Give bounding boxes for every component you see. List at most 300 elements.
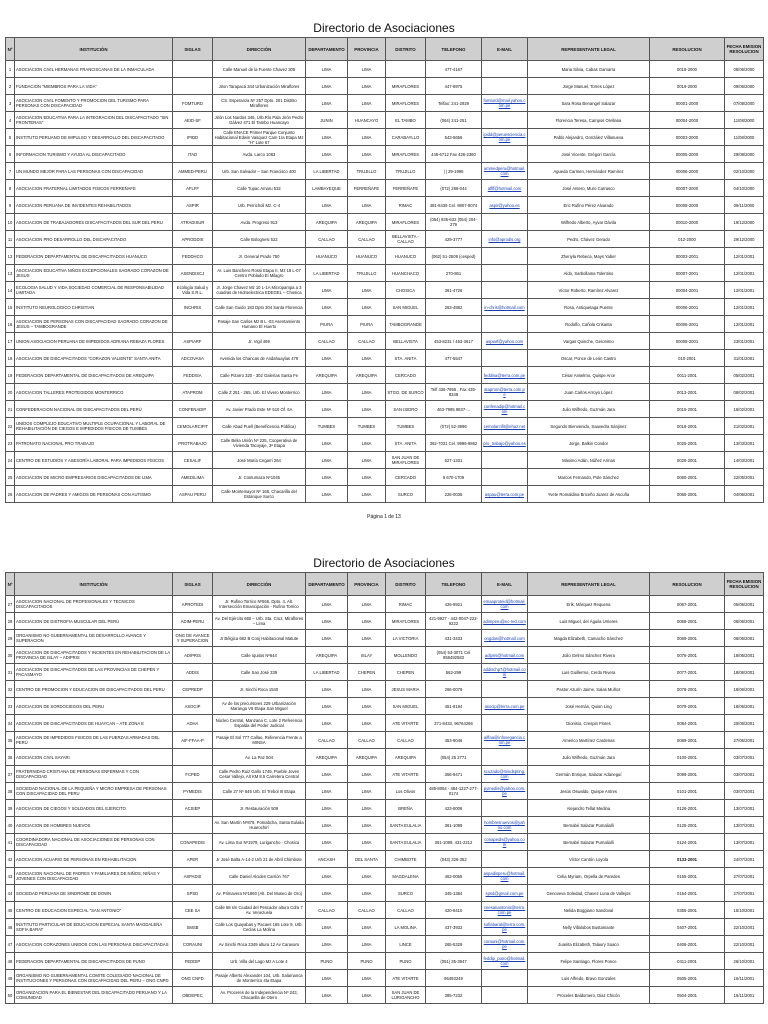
table-cell: 50 (6, 987, 15, 1004)
table-cell: 226-0035 (426, 486, 482, 503)
table-cell: 451-8194 (426, 698, 482, 715)
table-cell: TUMBES (306, 418, 348, 435)
table-cell: ASOCIACION DE CIEGOS Y SOLDADOS DEL EJERCITO (15, 800, 173, 817)
email-link[interactable]: adipris@hotmail.com (482, 647, 528, 664)
table-cell: José Vicente, Grégori García (528, 146, 650, 163)
table-cell: 0076-2001 (650, 647, 725, 664)
table-cell: 27/07/2001 (725, 885, 764, 902)
table-cell: (054) 25 2771 (426, 749, 482, 766)
table-cell: Av de los precursores 229 Urbanización Maranga V6 Etapa San Miguel (213, 698, 306, 715)
email-link[interactable]: ammedperu@hotmail.com (482, 163, 528, 180)
table-cell: Av. Lima Sur Nº1979, Lurigancho - Chosica (213, 834, 306, 851)
table-cell: 0060-2001 (650, 469, 725, 486)
table-cell: AREQUIPA (306, 214, 348, 231)
table-cell: Luis Miguel, del Águila Urrieres (528, 613, 650, 630)
table-cell: ASOCIACION DE TRABAJADORES DISCAPACITADOS DEL SUR DEL PERU (15, 214, 173, 231)
table-cell: 19 (6, 367, 15, 384)
table-cell: Calle Montemayor Nº 166, Chacarilla del Estanque Surco (213, 486, 306, 503)
email-link[interactable]: pymedis@yahoo.com.pe (482, 783, 528, 800)
table-cell: ASOCIACION ACUARIO DE PERSONAS EN REHABILITACION (15, 851, 173, 868)
table-cell: Yvete Romaldina Briceño Juarez de Ascuña (528, 486, 650, 503)
table-cell: SANTA EULALIA (386, 834, 426, 851)
table-cell: LIMA (348, 95, 386, 112)
table-cell: ASPIARF (173, 333, 213, 350)
table-row (6, 469, 764, 486)
table-cell: Julio Gelmo Sánchez Rivera (528, 647, 650, 664)
table-cell: 00006-2001 (650, 316, 725, 333)
table-cell: FEDDISA (173, 367, 213, 384)
column-header: RESOLUCION (650, 38, 725, 61)
table-row (6, 367, 764, 384)
table-cell: 30 (6, 647, 15, 664)
table-cell: CEPREDP (173, 681, 213, 698)
table-row (6, 851, 764, 868)
table-cell: 0126-2001 (650, 800, 725, 817)
table-cell: 562-299 (426, 664, 482, 681)
table-cell: (072) 286-044 (426, 180, 482, 197)
table-cell: 266-0079 (426, 681, 482, 698)
table-cell: 25 (6, 469, 15, 486)
table-cell: José María Cegarri 264 (213, 452, 306, 469)
table-cell: 13/07/2001 (725, 834, 764, 851)
email-link[interactable]: in-chris@hotmail.com (482, 299, 528, 316)
table-cell: | | 29-1995 (426, 163, 482, 180)
table-cell: ITAD (173, 146, 213, 163)
email-link[interactable]: sofiabarat@terra.com.pe (482, 919, 528, 936)
table-cell: 11/08/2000 (725, 129, 764, 146)
table-cell: APER (173, 851, 213, 868)
table-row (6, 970, 764, 987)
table-cell: 18/06/2001 (725, 647, 764, 664)
table-cell: ORGANISMO NO GUBERNAMENTAL DE DESARROLLO AVANCE Y SUPERACION (15, 630, 173, 647)
email-link[interactable]: aspadisperu@hotmail.com (482, 868, 528, 885)
email-link[interactable]: adimperu@ec-red.com (482, 613, 528, 630)
table-cell: LIMA (306, 401, 348, 418)
table-cell: Calle Z 251 - 265, Urb. El Vivero Monterrico (213, 384, 306, 401)
email-link[interactable]: cemolarcifit@ehaz.net (482, 418, 528, 435)
table-cell: 00001-2000 (650, 95, 725, 112)
table-cell: Calle Bolognesi 522 (213, 231, 306, 248)
email-link (482, 265, 528, 282)
table-cell: Pasaje El Sol 777 Callao, Referencia Frente a MINSA (213, 732, 306, 749)
table-cell: 39 (6, 800, 15, 817)
table-cell: 00008-2001 (650, 333, 725, 350)
table-cell: TUMBES (348, 418, 386, 435)
email-link[interactable]: emaaproteid@hotmail.com (482, 596, 528, 613)
table-cell: AREQUIPA (348, 214, 386, 231)
email-link (482, 78, 528, 95)
table-cell: 21 (6, 401, 15, 418)
table-cell: CORAUNI (173, 936, 213, 953)
email-link[interactable]: scuzado@mindspring.com (482, 766, 528, 783)
table-cell: CONAPEDIS (173, 834, 213, 851)
table-cell: Nelida Boggiano Sandoval (528, 902, 650, 919)
table-cell: AREQUIPA (348, 367, 386, 384)
email-link[interactable]: addischp7@hotmail.com (482, 664, 528, 681)
table-cell: 0078-2001 (650, 681, 725, 698)
table-cell: RIMAC (386, 197, 426, 214)
table-cell: MIRAFLORES (386, 146, 426, 163)
table-cell: CALLAO (348, 231, 386, 248)
table-row (6, 613, 764, 630)
table-cell: Jr. Restauración 509 (213, 800, 306, 817)
table-cell: 45 (6, 902, 15, 919)
table-row (6, 231, 764, 248)
table-cell: 453-8231 / 453-3617 (426, 333, 482, 350)
table-cell: 437-3932 (426, 919, 482, 936)
email-link (482, 800, 528, 817)
table-cell: 05/06/2001 (725, 596, 764, 613)
table-cell: Calle Pedro Ruiz Gallo 1749, Pueble Joven Cesar Vallejo, Alt KM 8.5 Carretera Central (213, 766, 306, 783)
table-row (6, 282, 764, 299)
table-cell: SMSB (173, 919, 213, 936)
table-cell: CALLAO (348, 732, 386, 749)
column-header: PROVINCIA (348, 38, 386, 61)
table-cell: STGO. DE SURCO (386, 384, 426, 401)
table-cell: Telfax: 241-2929 (426, 95, 482, 112)
table-cell: 477-5547 (426, 350, 482, 367)
table-cell: MOLLENDO (386, 647, 426, 664)
table-cell: Pedro, Chávez Gerado (528, 231, 650, 248)
table-cell: José Hernán, Quion Ling (528, 698, 650, 715)
table-cell: CENTRO DE ESTUDIOS Y ASESORÍA LABORAL PARA IMPEDIDOS FÍSICOS (15, 452, 173, 469)
table-cell: LIMA (306, 469, 348, 486)
table-cell: CALLAO (306, 732, 348, 749)
table-cell: Calle Abad Puell (Beneficencia Pública) (213, 418, 306, 435)
table-row (6, 936, 764, 953)
column-header: DEPARTAMENTO (306, 573, 348, 596)
table-cell: PATRONATO NACIONAL PRO TRABAJO (15, 435, 173, 452)
table-cell: STA. ANITA (386, 350, 426, 367)
email-link[interactable]: hombresnuevos@yahoo.com (482, 817, 528, 834)
table-row (6, 987, 764, 1004)
table-cell: 31/01/2001 (725, 350, 764, 367)
table-cell: MAGDALENA (386, 868, 426, 885)
table-cell: 00007-2000 (650, 180, 725, 197)
table-cell: Zhenyla Rebeca, Mays Yaber (528, 248, 650, 265)
table-row (6, 817, 764, 834)
table-cell: ASOCIACION EDUCATIVA NIÑOS EXCEPCIONALES SAGRADO CORAZON DE JESUS (15, 265, 173, 282)
column-header: PROVINCIA (348, 573, 386, 596)
email-link[interactable]: aflff@hotmail.com (482, 180, 528, 197)
table-cell: CEMOLARCIFIT (173, 418, 213, 435)
table-cell: 04/06/2001 (725, 486, 764, 503)
email-link[interactable]: ceesanantonio@terra.com.pe (482, 902, 528, 919)
table-cell: 26 (6, 486, 15, 503)
table-cell: Av. Primavera Nº1860 (Alt. Del Museo de Oro) (213, 885, 306, 902)
table-cell: 0125-2001 (650, 817, 725, 834)
table-cell: 543-5656 (426, 129, 482, 146)
table-cell: 0079-2001 (650, 698, 725, 715)
table-cell: ATAPROM (173, 384, 213, 401)
table-cell: 47 (6, 936, 15, 953)
table-cell: Jr. Sinchi Roca 1540 (213, 681, 306, 698)
table-cell: 0101-2001 (650, 783, 725, 800)
email-link[interactable]: aspau@terra.com.pe (482, 486, 528, 503)
table-cell: ONG CNFD (173, 970, 213, 987)
table-cell: ASPAU PERU (173, 486, 213, 503)
table-row (6, 265, 764, 282)
table-cell: LA VICTORIA (386, 630, 426, 647)
table-cell: 24 (6, 452, 15, 469)
table-row (6, 715, 764, 732)
table-cell: Los Olivos (386, 783, 426, 800)
table-cell: MIRAFLORES (386, 214, 426, 231)
table-cell: Jiron Tarapacá 344 Urbanización Miraflores (213, 78, 306, 95)
table-cell: FRATERNIDAD CRISTIANA DE PERSONAS ENFERMAS Y CON DISCAPACIDAD (15, 766, 173, 783)
table-cell: 0124-2001 (650, 834, 725, 851)
table-cell: 0068-2001 (650, 613, 725, 630)
table-cell: HUANCAYO (348, 112, 386, 129)
column-header: E-MAIL (482, 38, 528, 61)
table-cell: ASENDISCJ (173, 265, 213, 282)
table-cell: 0505-2001 (650, 970, 725, 987)
email-link (482, 248, 528, 265)
table-cell: ADCOVASA (173, 350, 213, 367)
table-cell: 27/06/2001 (725, 732, 764, 749)
email-link[interactable]: spsd@gmail.com.pe (482, 885, 528, 902)
table-cell: Calle ENACE Primer Parque Conjunto Habitacional Edwin Vasquez Cam 1ra Etapa Mz "H" Lote 67 (213, 129, 306, 146)
table-cell: 03/07/2001 (725, 766, 764, 783)
table-cell: Av. San Martín Nº876, Pomabcha, Santa Eulalia Huarochirí (213, 817, 306, 834)
table-cell: LIMA (348, 630, 386, 647)
table-cell: 426-9921 (426, 596, 482, 613)
table-cell: INSTITUTO NEUROLOGICO CHRISTIAN (15, 299, 173, 316)
table-row (6, 783, 764, 800)
email-link[interactable]: pro_trabajo@yahoo.es (482, 435, 528, 452)
table-cell: CENTRO DE PROMOCION Y EDUCACION DE DISCAPACITADOS DEL PERU (15, 681, 173, 698)
table-cell: FUNDACION "MIEMBROS PARA LA VIDA" (15, 78, 173, 95)
table-cell: 14/03/2001 (725, 452, 764, 469)
email-link[interactable]: fomturd@mail.yahoo.com.pe (482, 95, 528, 112)
table-cell: LIMA (348, 868, 386, 885)
email-link (482, 749, 528, 766)
email-link (482, 987, 528, 1004)
table-cell: 423-8008 (426, 800, 482, 817)
table-cell: LIMA (348, 452, 386, 469)
table-cell: TRUJILLO (348, 265, 386, 282)
table-cell: LIMA (306, 299, 348, 316)
table-cell: 03/07/2001 (725, 749, 764, 766)
table-cell: OBDEPEC (173, 987, 213, 1004)
table-cell: LIMA (348, 401, 386, 418)
table-cell: Julio Wilfredo, Guzmán Jara (528, 401, 650, 418)
table-row (6, 630, 764, 647)
table-cell: EL TAMBO (386, 112, 426, 129)
table-cell: 7 (6, 163, 15, 180)
table-cell: LIMA (306, 970, 348, 987)
table-cell: 463-0055 (426, 868, 482, 885)
table-cell: 44 (6, 885, 15, 902)
table-cell: ASPIR (173, 197, 213, 214)
table-cell: ASOCIACION DE DISCAPACITADOS "CORAZON VALIENTE" SANTA ANITA (15, 350, 173, 367)
table-cell: UNIDOS COMPLEJO EDUCATIVO MULTIPLE OCUPACIONAL Y LABORAL DE REHABILITACIÓN DE CIEGOS E IMPEDIDOS FÍSICOS DE TUMBES (15, 418, 173, 435)
table-cell: LIMA (306, 129, 348, 146)
table-cell: LIMA (306, 630, 348, 647)
table-cell: ASOCIACION CIVIL SAYARI (15, 749, 173, 766)
table-cell: LIMA (348, 61, 386, 78)
table-cell: Jr. Vigil 469 (213, 333, 306, 350)
table-cell: ECOLOGIA SALUD Y VIDA SOCIEDAD COMERCIAL DE RESPONSABILIDAD LIMITADA (15, 282, 173, 299)
table-cell: 29/12/2000 (725, 231, 764, 248)
table-row (6, 919, 764, 936)
table-cell: SOCIEDAD PERUANA DE SINDROME DE DOWN (15, 885, 173, 902)
table-cell: UNION ASOCIACION PERUANA DE IMPEDIDOS ADRIANA REBAZA FLORES (15, 333, 173, 350)
table-cell: 16/02/2001 (725, 401, 764, 418)
email-link (482, 452, 528, 469)
table-cell: Eric Rufino Pérez Alvarado (528, 197, 650, 214)
column-header: INSTITUCIÓN (15, 38, 173, 61)
email-link (482, 350, 528, 367)
table-cell: LIMA (306, 282, 348, 299)
table-cell: Núcleo Central, Manzana C, Lote 2 Referencia Espalda del Poder Judicial (213, 715, 306, 732)
table-cell: 9 670-1709 (426, 469, 482, 486)
email-link[interactable]: feddip_puno@hotmail.com (482, 953, 528, 970)
email-link (482, 851, 528, 868)
table-cell: Avda. Progreso 913 (213, 214, 306, 231)
table-cell: CALLAO (306, 902, 348, 919)
table-cell: FERREÑAFE (348, 180, 386, 197)
email-link[interactable]: confenadip@hotmail.com (482, 401, 528, 418)
table-row (6, 180, 764, 197)
table-cell: 485-8054 - 484-1227-277-0174 (426, 783, 482, 800)
table-cell: LIMA (348, 129, 386, 146)
table-cell: 0077-2001 (650, 664, 725, 681)
table-cell: 361-1099 (426, 817, 482, 834)
table-cell: MIRAFLORES (386, 613, 426, 630)
email-link[interactable]: aspir@yahoo.es (482, 197, 528, 214)
table-cell: 17 (6, 333, 15, 350)
table-cell: 16/11/2001 (725, 970, 764, 987)
table-cell: 27/07/2001 (725, 868, 764, 885)
column-header: TELEFONO (426, 573, 482, 596)
email-link (482, 316, 528, 333)
table-cell: 361-1099, 431-2212 (426, 834, 482, 851)
table-row (6, 749, 764, 766)
table-row (6, 95, 764, 112)
table-cell: JESUS MARIA (386, 681, 426, 698)
table-cell: RIMAC (386, 596, 426, 613)
table-cell: 00004-2001 (650, 282, 725, 299)
table-cell: Av. Javier Prado Este Nº 510 Of. 6A (213, 401, 306, 418)
table-cell: 28 (6, 613, 15, 630)
table-cell: Pasaje San Carlos Mz B L -03 Asentamiento Humano El Huerto (213, 316, 306, 333)
table-cell: 00007-2001 (650, 265, 725, 282)
table-cell: LIMA (348, 834, 386, 851)
table-cell: CHEPEN (348, 664, 386, 681)
email-link[interactable]: conapedis@yahoo.com (482, 834, 528, 851)
table-cell: AMMED-PERU (173, 163, 213, 180)
table-cell: 04/10/2000 (725, 180, 764, 197)
table-cell: LIMA (306, 596, 348, 613)
table-cell: INCHRIS (173, 299, 213, 316)
table-cell: BELLAVISTA - CALLAO (386, 231, 426, 248)
email-link[interactable]: feddisa@terra.com.pe (482, 367, 528, 384)
table-cell: 42 (6, 851, 15, 868)
table-cell: 0133-2001 (650, 851, 725, 868)
table-cell: LIMA (348, 987, 386, 1004)
table-cell: SAN ISIDRO (386, 401, 426, 418)
table-cell: Calle Iquitos Nº644 (213, 647, 306, 664)
table-cell: SURCO (386, 486, 426, 503)
table-cell: ASOCIACION FRATERNAL LIMITADOS FISICOS FERREÑAFE (15, 180, 173, 197)
table-cell: PUNO (386, 953, 426, 970)
table-cell: Calle Tupac Amaru 532 (213, 180, 306, 197)
table-cell: 0411-2001 (650, 953, 725, 970)
email-link[interactable]: info@aprodis.org (482, 231, 528, 248)
table-cell: 0084-2001 (650, 715, 725, 732)
table-cell: 0025-2001 (650, 435, 725, 452)
table-cell: 463-7995 9837-... (426, 401, 482, 418)
table-cell: BREÑA (386, 800, 426, 817)
table-cell: LIMA (306, 919, 348, 936)
table-cell: 06/06/2001 (725, 630, 764, 647)
table-cell: FERREÑAFE (386, 180, 426, 197)
table-cell: 270-861 (426, 265, 482, 282)
table-cell: Av Sinchi Roca 2349 altura 12 Av Caravaro (213, 936, 306, 953)
email-link[interactable]: aiffaa@infovegancia.com.pe (482, 732, 528, 749)
table-cell: 362-7031 Cel. 9996-9862 (426, 435, 482, 452)
table-cell: ASOCIP (173, 698, 213, 715)
column-header: RESOLUCION (650, 573, 725, 596)
email-link[interactable]: aspiarf@yahoo.com (482, 333, 528, 350)
table-cell: Pasaje Alberto Alexander 104, Urb. Salamanca de Monterrico 4ta Etapa (213, 970, 306, 987)
table-cell: 29 (6, 630, 15, 647)
table-cell: STA. ANITA (386, 435, 426, 452)
email-link[interactable]: ongdas@hotmail.com (482, 630, 528, 647)
table-cell: Genoveva Soledad, Chavez Luna de Vallejos (528, 885, 650, 902)
table-cell: CONFENADIP (173, 401, 213, 418)
table-cell: CALLAO (348, 333, 386, 350)
table-cell: 00008-2000 (650, 197, 725, 214)
table-cell: 0013-2001 (650, 384, 725, 401)
table-cell: Jr. Rufino Torrico Nº566, Dpto. 4, Alt. Intersección Emancipación - Rufino Torrico (213, 596, 306, 613)
table-cell: ASOCIACION NACIONAL DE PADRES Y FAMILIARES DE NIÑOS, NIÑAS Y JOVENES CON DISCAPACIDAD (15, 868, 173, 885)
table-cell: Bernabé Salazar Pumalialli (528, 834, 650, 851)
table-cell: 09/11/2000 (725, 197, 764, 214)
table-cell: CALLAO (348, 902, 386, 919)
table-cell: ASOCIACION CIVIL FOMENTO Y PROMOCION DEL TURISMO PARA PERSONAS CON DISCAPACIDAD (15, 95, 173, 112)
email-link (482, 282, 528, 299)
table-cell: 07/08/2000 (725, 95, 764, 112)
table-cell: 010-2001 (650, 350, 725, 367)
table-cell: Agueda Carmen, Hernández Ramírez (528, 163, 650, 180)
table-cell: UN MUNDO MEJOR PARA LAS PERSONAS CON DISCAPACIDAD (15, 163, 173, 180)
table-cell: ASOCIACION DE DISTROFIA MUSCULAR DEL PERÚ (15, 613, 173, 630)
table-row (6, 868, 764, 885)
page-number: Página 1 de 13 (367, 514, 401, 520)
email-link[interactable]: ipidd@peruesciencia.com.pe (482, 129, 528, 146)
table-cell: 49 (6, 970, 15, 987)
table-cell: ASOCIACION DE DISCAPACITADOS DE LAS PROVINCIAS DE CHEPEN Y PACASMAYO (15, 664, 173, 681)
table-cell: LIMA (348, 282, 386, 299)
table-cell: Florencia Teresa, Campos Orellana (528, 112, 650, 129)
table-cell: LIMA (348, 800, 386, 817)
column-header: DIRECCIÓN (213, 573, 306, 596)
email-link[interactable]: corauni@hotmail.com.pe (482, 936, 528, 953)
table-cell: LIMA (348, 486, 386, 503)
table-cell: HUANUCO (306, 248, 348, 265)
table-cell: CERCADO (386, 367, 426, 384)
table-cell: 0015-2001 (650, 401, 725, 418)
table-cell: LIMA (306, 987, 348, 1004)
table-cell: Celia Myriam, Orpella de Paredes (528, 868, 650, 885)
table-cell: SAN JUAN DE MIRAFLORES (386, 452, 426, 469)
email-link[interactable]: asocip@terra.com.pe (482, 698, 528, 715)
email-link[interactable]: ataprom@terra.com.pe (482, 384, 528, 401)
table-cell: LIMA (306, 766, 348, 783)
table-cell: 33 (6, 698, 15, 715)
